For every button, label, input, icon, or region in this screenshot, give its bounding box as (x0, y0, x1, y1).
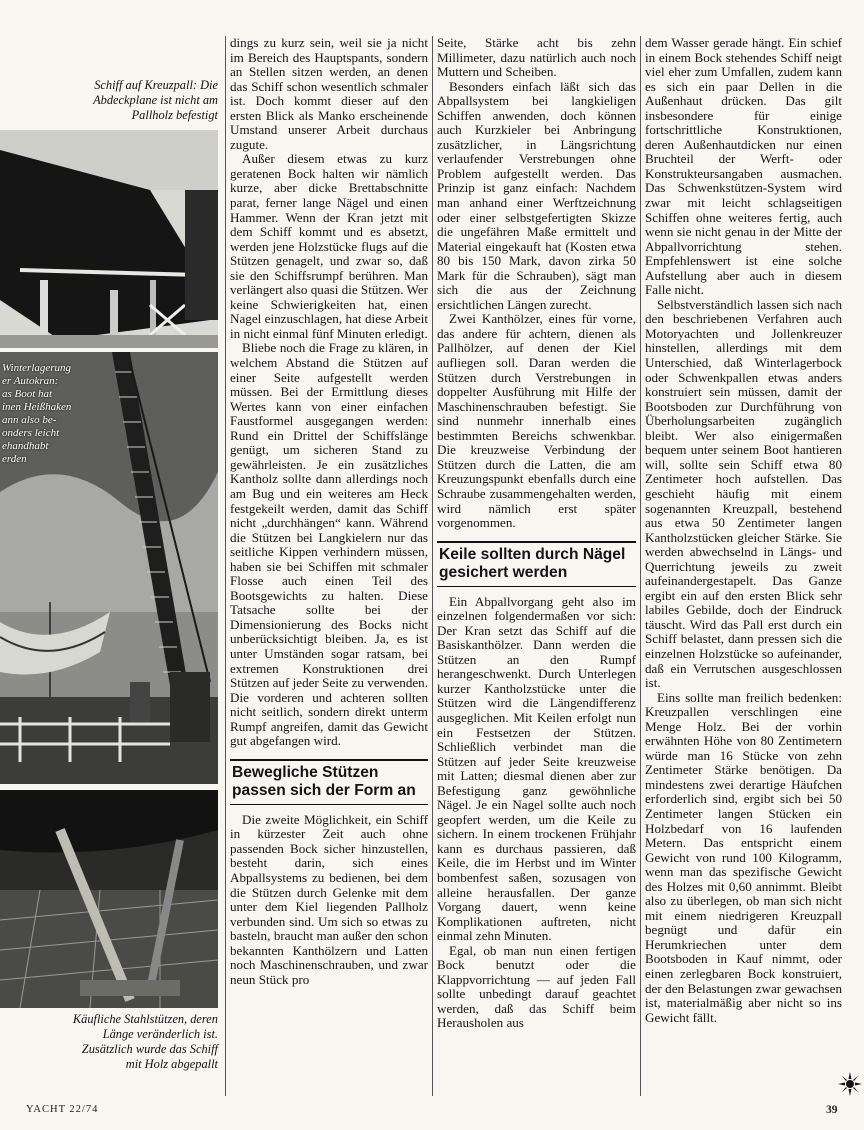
caption-line: as Boot hat (2, 388, 53, 400)
body-paragraph: Seite, Stärke acht bis zehn Millimeter, dazu natürlich auch noch Muttern und Scheiben. (437, 35, 636, 80)
caption-line: Abdeckplane ist nicht am (93, 93, 218, 107)
column-rule (640, 36, 641, 1096)
caption-line: mit Holz abgepallt (125, 1057, 218, 1071)
column-rule (225, 36, 226, 1096)
text-column-3 (437, 36, 636, 1031)
caption-line: Pallholz befestigt (131, 108, 218, 122)
caption-line: Winterlagerung (2, 362, 72, 374)
caption-line: erden (2, 453, 27, 465)
body-paragraph: Besonders einfach läßt sich das Abpallsystem bei langkieligen Schiffen anwenden, doch können auch Kurzkieler bei Anbringung zusätzlicher, in Längsrichtung verlaufender Verstrebungen ohne Problem aufgestellt werden. Das Prinzip ist ganz einfach: Nachdem man anhand einer Werftzeichnung oder einer selbstgefertigten Skizze die ungefähren Maße ermittelt und Material eingekauft hat (Kosten etwa 80 bis 150 Mark, davon zirka 50 Mark für die Schrauben), sägt man sich die aus der Zeichnung ersichtlichen Längen zurecht. (437, 78, 636, 312)
body-paragraph: Zwei Kanthölzer, eines für vorne, das andere für achtern, dienen als Pallhölzer, auf denen der Kiel aufliegen soll. Daran werden die Stützen durch Verstrebungen in doppelter Ausführung mit Hilfe der Maschinenschrauben befestigt. Sie sind nunmehr innerhalb eines bestimmten Bereichs schwenkbar. Die kreuzweise Verbindung der Stützen durch die Latten, die am Kreuzungspunkt ebenfalls durch eine Schraube zusammengehalten werden, wird nämlich erst später vorgenommen. (437, 311, 636, 531)
folio-issue: YACHT 22/74 (26, 1104, 99, 1115)
photo-boat-on-cross-blocks (0, 130, 218, 348)
caption-top (6, 78, 218, 123)
sun-logo-icon (838, 1072, 862, 1096)
body-paragraph: dem Wasser gerade hängt. Ein schief in einem Bock stehendes Schiff neigt viel eher zum Umfallen, zudem kann es sich ein paar Dellen in die Außenhaut drücken. Das gilt insbesondere für einige fortschrittliche Konstruktionen, deren Außenhautdicken nur einen Bruchteil der Werft- oder Konstrukteursangaben ausmachen. Das Schwenkstützen-System wird zwar mit leicht schlagseitigen Schiffen ohne weiteres fertig, auch wenn sie nicht genau in der Mitte der Abpallvorrichtung stehen. Empfehlenswert ist eine solche Aufstellung aber auch in diesem Falle nicht. (645, 35, 842, 298)
text-column-2 (230, 36, 428, 987)
body-paragraph: Eins sollte man freilich bedenken: Kreuzpallen verschlingen eine Menge Holz. Bei der vorhin erwähnten Höhe von 80 Zentimetern würde man 16 Stücke von zehn Zentimeter Stärke benötigen. Da mindestens zwei derartige Häufchen erforderlich sind, ergibt sich bei 50 Zentimeter langen Stücken ein Holzbedarf von 16 laufenden Metern. Das entspricht einem Gewicht von rund 100 Kilogramm, wenn man das spezifische Gewicht des Holzes mit 0,60 annimmt. Bleibt also zu überlegen, ob man sich nicht mit einem niedrigeren Kreuzpall begnügt und dafür ein Herumkriechen unter dem Bootsboden in Kauf nimmt, oder einen zerlegbaren Bock konstruiert, der den Belastungen zwar gewachsen ist, materialmäßig aber nicht so ins Gewicht fällt. (645, 689, 842, 1025)
caption-overlay (2, 362, 122, 466)
photo-crane-lifting-boat (0, 352, 218, 784)
caption-line: Länge veränderlich ist. (102, 1027, 218, 1041)
caption-line: Schiff auf Kreuzpall: Die (94, 78, 218, 92)
caption-line: ehandhabt (2, 440, 49, 452)
body-paragraph: Außer diesem etwas zu kurz geratenen Bock halten wir nämlich kurze, aber dicke Brettabschnitte parat, ferner lange Nägel und einen Hammer. Wenn der Kran jetzt mit dem Schiff kommt und es absetzt, werden jene Holzstücke flugs auf die Stützen genagelt, und zwar so, daß sie den Schiffsrumpf berühren. Man verlängert also quasi die Stützen. Wer keine Schwierigkeiten hat, einen Nagel einzuschlagen, hat diese Arbeit in nicht einmal fünf Minuten erledigt. (230, 151, 428, 341)
body-paragraph: Die zweite Möglichkeit, ein Schiff in kürzester Zeit auch ohne passenden Bock sicher hinzustellen, besteht darin, sich eines Abpallsystems zu bedienen, bei dem die Stützen durch Gelenke mit dem unter dem Kiel liegenden Pallholz verbunden sind. Um sich so etwas zu basteln, braucht man außer den schon bekannten Kanthölzern und Latten noch Maschinenschrauben, und zwar neun Stück pro (230, 811, 428, 987)
caption-line: Käufliche Stahlstützen, deren (72, 1012, 218, 1026)
body-paragraph: Ein Abpallvorgang geht also im einzelnen folgendermaßen vor sich: Der Kran setzt das Schiff auf die Basiskanthölzer. Dann werden die Stützen an den Rumpf herangeschwenkt. Durch Unterlegen kurzer Kantholzstücke unter die Stützen wird die Längendifferenz ausgeglichen. Mit Keilen erfolgt nun ein Festsetzen der Stützen. Schließlich verbindet man die Stützen auf jeder Seite kreuzweise mit Latten; diesmal dienen aber zur Befestigung ganz gewöhnliche Nägel. Je ein Nagel sollte auch noch geopfert werden, um die Keile zu sichern. In einem trockenen Frühjahr kann es durchaus passieren, daß Keile, die im Herbst und im Winter bombenfest saßen, sozusagen von alleine herausfallen. Der ganze Vorgang dauert, wenn keine Komplikationen auftreten, nicht einmal zehn Minuten. (437, 593, 636, 944)
caption-line: Zusätzlich wurde das Schiff (81, 1042, 218, 1056)
photo-column (0, 0, 220, 1110)
section-heading: Keile sollten durch Nägel gesichert werden (437, 541, 636, 587)
caption-line: er Autokran: (2, 375, 59, 387)
body-paragraph: dings zu kurz sein, weil sie ja nicht im Bereich des Hauptspants, sondern an Stellen sitzen werden, an denen das Schiff schon wesentlich schmaler ist. Doch kommt dieser auf den ersten Blick als Manko erscheinende Umstand unserer Arbeit durchaus zugute. (230, 35, 428, 152)
caption-bottom (6, 1012, 218, 1072)
caption-line: inen Heißhaken (2, 401, 72, 413)
page-number: 39 (826, 1104, 838, 1116)
body-paragraph: Selbstverständlich lassen sich nach den beschriebenen Verfahren auch Motoryachten und Jollenkreuzer hinstellen, allerdings mit dem Unterschied, daß Winterlagerbock oder Schwenkpallen etwas anders konstruiert sein müssen, damit der Bootsboden zur Durchführung von Überholungsarbeiten zugänglich bleibt. Wer also einigermaßen bequem unter seinem Boot hantieren will, sollte sein Schiff etwa 80 Zentimeter hoch aufstellen. Das geschieht häufig mit einem sogenannten Kreuzpall, bestehend aus etwa 50 Zentimeter langen Kantholzstücken gleicher Stärke. Sie werden abwechselnd in Längs- und Querrichtung jeweils zu zweit aufeinandergestapelt. Das Ganze ergibt ein auf den ersten Blick sehr labiles Gebilde, doch der Eindruck täuscht. Wird das Pall erst durch ein Schiff belastet, dann pressen sich die einzelnen Holzstücke so aufeinander, daß ein Verrutschen ausgeschlossen ist. (645, 296, 842, 691)
caption-line: onders leicht (2, 427, 60, 439)
body-paragraph: Bliebe noch die Frage zu klären, in welchem Abstand die Stützen auf einer Seite aufgestellt werden müssen. Bei der Ermittlung dieses Wertes kann von einer einfachen Faustformel ausgegangen werden: Rund ein Drittel der Schiffslänge genügt, um sicheren Stand zu gewährleisten. Je ein zusätzliches Kantholz sollte dann allerdings noch am Bug und ein weiteres am Heck festgekeilt werden, damit das Schiff nicht „durchhängen“ kann. Während die Stützen bei Langkielern nur das seitliche Kippen verhindern müssen, haben sie bei Schiffen mit schmaler Flosse auch einen Teil des Bootsgewichts zu halten. Diese Tatsache sollte bei der Dimensionierung des Bocks nicht unberücksichtigt bleiben. Ja, es ist unter Umständen sogar ratsam, bei extremen Konstruktionen drei Stützen auf jeder Seite zu verwenden. Die vorderen und achteren sollten nicht seitlich, sondern direkt unterm Rumpf angreifen, damit das Gewicht gut abgefangen wird. (230, 340, 428, 749)
photo-steel-supports (0, 790, 218, 1008)
caption-line: ann also be- (2, 414, 57, 426)
text-column-4 (645, 36, 842, 1025)
column-rule (432, 36, 433, 1096)
body-paragraph: Egal, ob man nun einen fertigen Bock benutzt oder die Klappvorrichtung — auf jeden Fall sollte unbedingt darauf geachtet werden, daß das Schiff beim Herausholen aus (437, 942, 636, 1031)
section-heading: Bewegliche Stützen passen sich der Form an (230, 759, 428, 805)
